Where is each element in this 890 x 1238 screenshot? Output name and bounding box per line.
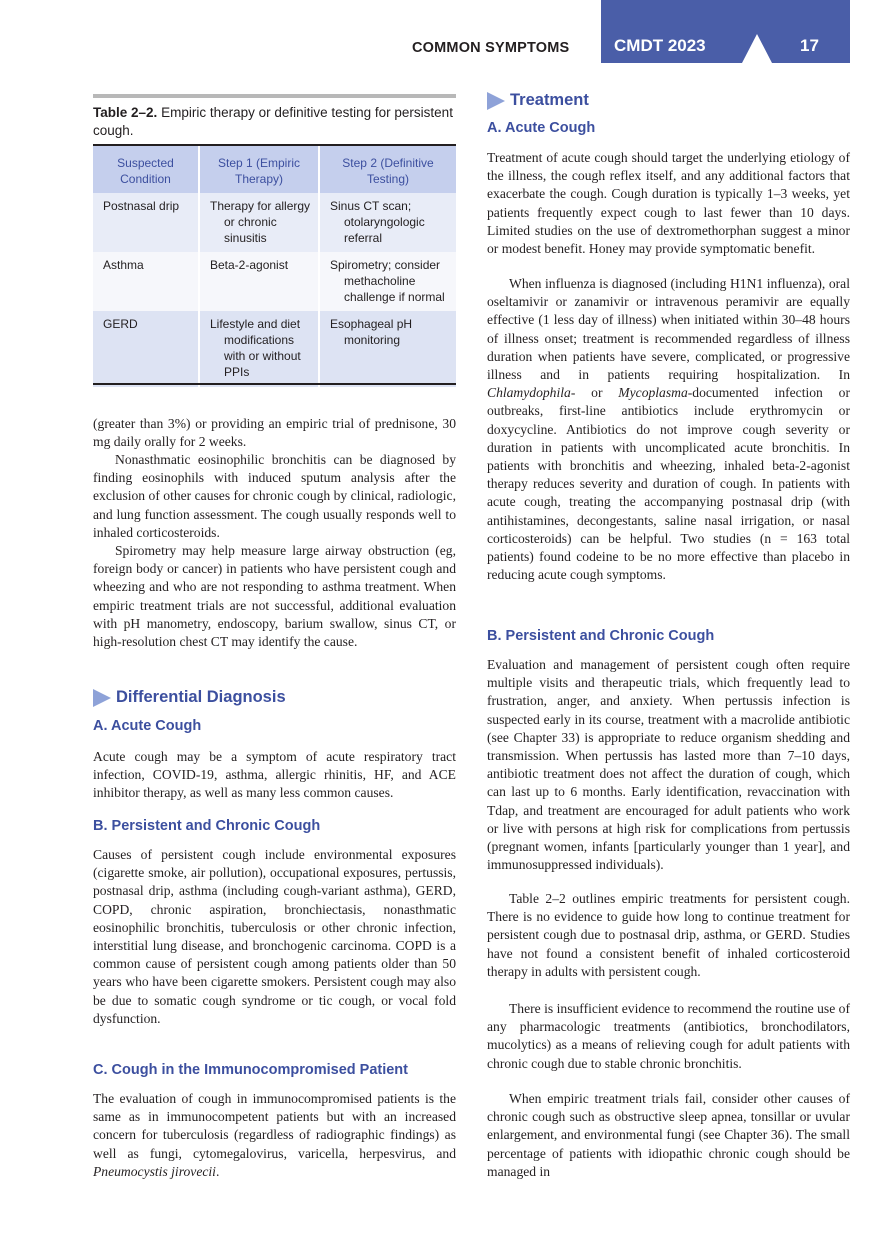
paragraph: Table 2–2 outlines empiric treatments for persistent cough. There is no evidence to guide how long to continue treatment for persistent cough due to postnasal drip, asthma, or GERD. Studies have not found a consistent benefit of inhaled corticosteroid therapy in adults with persistent cough.	[487, 891, 850, 979]
subheading-persistent-cough: B. Persistent and Chronic Cough	[93, 818, 321, 834]
paragraph: When empiric treatment trials fail, consider other causes of chronic cough such as obstructive sleep apnea, tonsillar or uvular enlargement, and environmental fungi (see Chapter 36). The small percentage of patients with idiopathic chronic cough should be managed in	[487, 1091, 850, 1179]
triangle-bullet-icon	[93, 689, 111, 707]
paragraph: Treatment of acute cough should target the underlying etiology of the illness, the cough reflex itself, and any additional factors that exacerbate the cough. Cough duration is typically 1–3 weeks, yet patients frequently expect cough to last fewer than 10 days. Limited studies on the use of dextromethorphan suggest a minor or modest benefit. Honey may provide symptomatic benefit.	[487, 150, 850, 257]
table-border-bottom	[93, 383, 456, 385]
table-cell: GERD	[93, 311, 199, 387]
table-header-cell: Suspected Condition	[93, 146, 199, 193]
paragraph: (greater than 3%) or providing an empiric trial of prednisone, 30 mg daily orally for 2 weeks.	[93, 416, 456, 450]
table-header-cell: Step 2 (Definitive Testing)	[319, 146, 456, 193]
paragraph: When influenza is diagnosed (including H1N1 influenza), oral oseltamivir or zanamivir or intravenous peramivir are equally effective (1 less day of illness) when initiated within 30–48 hours of illness onset; treatment is recommended regardless of illness duration when patients have severe, complicated, or progressive illness and in patients requiring hospitalization. In Chlamydophila- or Mycoplasma-documented infection or outbreaks, first-line antibiotics include erythromycin or doxycycline. Antibiotics do not improve cough severity or duration in patients with uncomplicated acute bronchitis. In patients with bronchitis and wheezing, inhaled beta-2-agonist therapy reduces severity and duration of cough. In patients with acute cough, treating the accompanying postnasal drip (with antihistamines, decongestants, saline nasal irrigation, or nasal corticosteroids) can be helpful. Two studies (n = 163 total patients) found codeine to be no more effective than placebo in reducing acute cough symptoms.	[487, 276, 850, 583]
book-title: CMDT 2023	[614, 36, 706, 55]
paragraph: Causes of persistent cough include environmental exposures (cigarette smoke, air pollution), occupational exposures, pertussis, postnasal drip, asthma (including cough-variant asthma), GERD, COPD, chronic aspiration, bronchiectasis, nonasthmatic eosinophilic bronchitis, tuberculosis or other chronic infection, interstitial lung disease, and bronchogenic carcinoma. COPD is a common cause of persistent cough among patients older than 50 years who have been cigarette smokers. Persistent cough may also be due to somatic cough syndrome or tic cough, or vocal fold dysfunction.	[93, 847, 456, 1026]
page-number: 17	[800, 36, 819, 55]
table-cell: Therapy for allergy or chronic sinusitis	[199, 193, 319, 252]
triangle-bullet-icon	[487, 92, 505, 110]
subheading-persistent-cough: B. Persistent and Chronic Cough	[487, 628, 715, 644]
section-heading-differential: Differential Diagnosis	[93, 688, 286, 707]
table-caption	[93, 104, 456, 140]
table-cell: Sinus CT scan; otolaryngologic referral	[319, 193, 456, 252]
table-row	[93, 311, 456, 387]
table-cell: Beta-2-agonist	[199, 252, 319, 311]
table-caption-text: Empiric therapy or definitive testing for persistent cough.	[93, 105, 453, 138]
subheading-acute-cough: A. Acute Cough	[93, 718, 202, 734]
subheading-acute-cough: A. Acute Cough	[487, 120, 596, 136]
table-cell: Postnasal drip	[93, 193, 199, 252]
table-row	[93, 193, 456, 252]
subheading-immunocompromised: C. Cough in the Immunocompromised Patient	[93, 1062, 408, 1078]
table-header-cell: Step 1 (Empiric Therapy)	[199, 146, 319, 193]
table-caption-label: Table 2–2.	[93, 105, 158, 120]
table-cell: Lifestyle and diet modifications with or without PPIs	[199, 311, 319, 387]
table-row	[93, 252, 456, 311]
paragraph: There is insufficient evidence to recommend the routine use of any pharmacologic treatments (antibiotics, bronchodilators, mucolytics) as a means of relieving cough for adult patients with chronic cough due to stable chronic bronchitis.	[487, 1001, 850, 1071]
table-cell: Esophageal pH monitoring	[319, 311, 456, 387]
paragraph: Spirometry may help measure large airway obstruction (eg, foreign body or cancer) in patients who have persistent cough and wheezing and who are not responding to asthma treatment. When empiric treatment trials are not successful, additional evaluation with pH manometry, endoscopy, barium swallow, sinus CT, or high-resolution chest CT may identify the cause.	[93, 543, 456, 650]
table-top-rule	[93, 94, 456, 98]
table-cell: Spirometry; consider methacholine challenge if normal	[319, 252, 456, 311]
paragraph: Evaluation and management of persistent cough often require multiple visits and therapeutic trials, which frequently lead to frustration, anger, and anxiety. When pertussis infection is suspected early in its course, treatment with a macrolide antibiotic (see Chapter 33) is appropriate to reduce organism shedding and transmission. When pertussis has lasted more than 7–10 days, antibiotic treatment does not affect the duration of cough, which can last up to 6 months. Early identification, revaccination with Tdap, and treatment are encouraged for adult patients who work or live with persons at high risk for complications from pertussis (pregnant women, infants [particularly younger than 1 year], and immunosuppressed individuals).	[487, 657, 850, 873]
table-header-row	[93, 146, 456, 193]
header-tab-notch	[742, 34, 772, 63]
paragraph: Acute cough may be a symptom of acute respiratory tract infection, COVID-19, asthma, allergic rhinitis, HF, and ACE inhibitor therapy, as well as many less common causes.	[93, 749, 456, 801]
empiric-therapy-table	[93, 146, 456, 387]
paragraph: Nonasthmatic eosinophilic bronchitis can be diagnosed by finding eosinophils with induced sputum analysis after the exclusion of other causes for chronic cough by clinical, radiologic, and lung function assessment. The cough usually responds well to inhaled corticosteroids.	[93, 452, 456, 540]
table-cell: Asthma	[93, 252, 199, 311]
section-heading-treatment: Treatment	[487, 91, 589, 110]
paragraph: The evaluation of cough in immunocompromised patients is the same as in immunocompetent patients but with an increased concern for tuberculosis (regardless of radiographic findings) as well as fungi, cytomegalovirus, varicella, herpesvirus, and Pneumocystis jirovecii.	[93, 1091, 456, 1179]
running-header-section: COMMON SYMPTOMS	[412, 40, 570, 56]
